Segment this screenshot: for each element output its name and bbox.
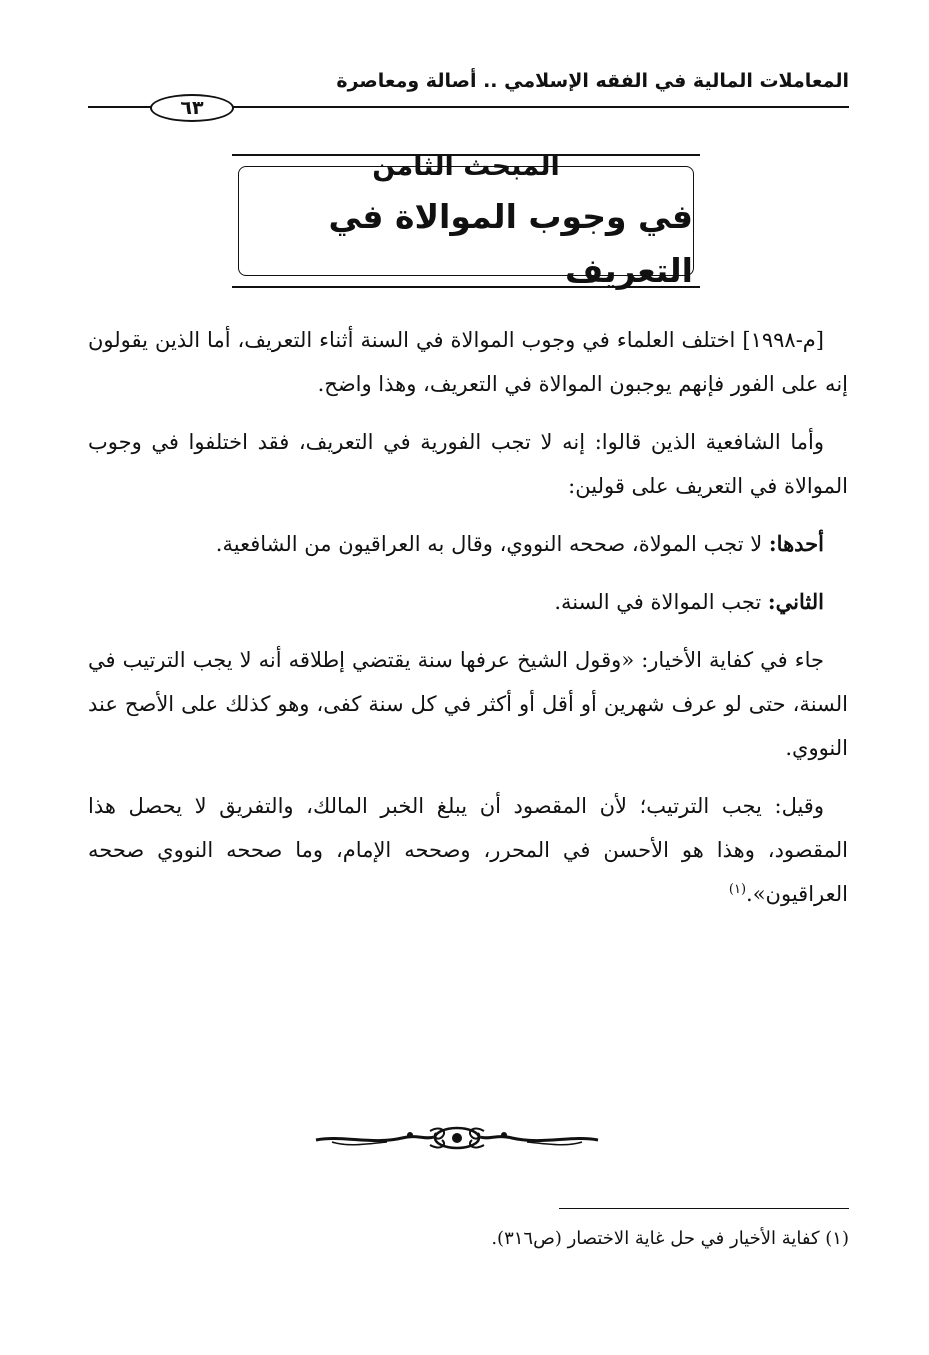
paragraph-4-text: تجب الموالاة في السنة. <box>554 590 768 614</box>
paragraph-5: جاء في كفاية الأخيار: «وقول الشيخ عرفها سنة يقتضي إطلاقه أنه لا يجب الترتيب في السنة، حتى لو عرف شهرين أو أقل أو أكثر في كل سنة كفى، وهو كذلك على الأصح عند النووي. <box>88 648 848 760</box>
running-title: المعاملات المالية في الفقه الإسلامي .. أصالة ومعاصرة <box>336 70 849 92</box>
paragraph-1: [م-١٩٩٨] اختلف العلماء في وجوب الموالاة في السنة أثناء التعريف، أما الذين يقولون إنه على الفور فإنهم يوجبون الموالاة في التعريف، وهذا واضح. <box>88 328 848 396</box>
paragraph-3-text: لا تجب المولاة، صححه النووي، وقال به العراقيون من الشافعية. <box>215 532 769 556</box>
paragraph-3 <box>88 522 848 566</box>
paragraph-2: وأما الشافعية الذين قالوا: إنه لا تجب الفورية في التعريف، فقد اختلفوا في وجوب الموالاة في التعريف على قولين: <box>88 430 848 498</box>
section-title-subject: في وجوب الموالاة في التعريف <box>328 197 693 290</box>
body-text <box>88 318 848 930</box>
footnote-rule <box>559 1208 849 1209</box>
page-number: ٦٣ <box>150 94 234 122</box>
paragraph-3-lead: أحدها: <box>768 531 824 556</box>
section-title-frame <box>232 151 700 290</box>
footnote: (١) كفاية الأخيار في حل غاية الاختصار (ص٣١٦). <box>491 1228 849 1249</box>
footnote-reference: (١) <box>728 882 747 897</box>
paragraph-4-lead: الثاني: <box>767 589 824 614</box>
ornament-divider <box>312 1123 602 1153</box>
paragraph-4 <box>88 580 848 624</box>
section-title-heading: المبحث الثامن <box>372 151 560 182</box>
section-title-inner-frame <box>238 151 694 290</box>
paragraph-6 <box>88 784 848 916</box>
paragraph-6-text: وقيل: يجب الترتيب؛ لأن المقصود أن يبلغ الخبر المالك، والتفريق لا يحصل هذا المقصود، وهذا هو الأحسن في المحرر، وصححه الإمام، وما صححه النووي صححه العراقيون». <box>88 794 848 906</box>
